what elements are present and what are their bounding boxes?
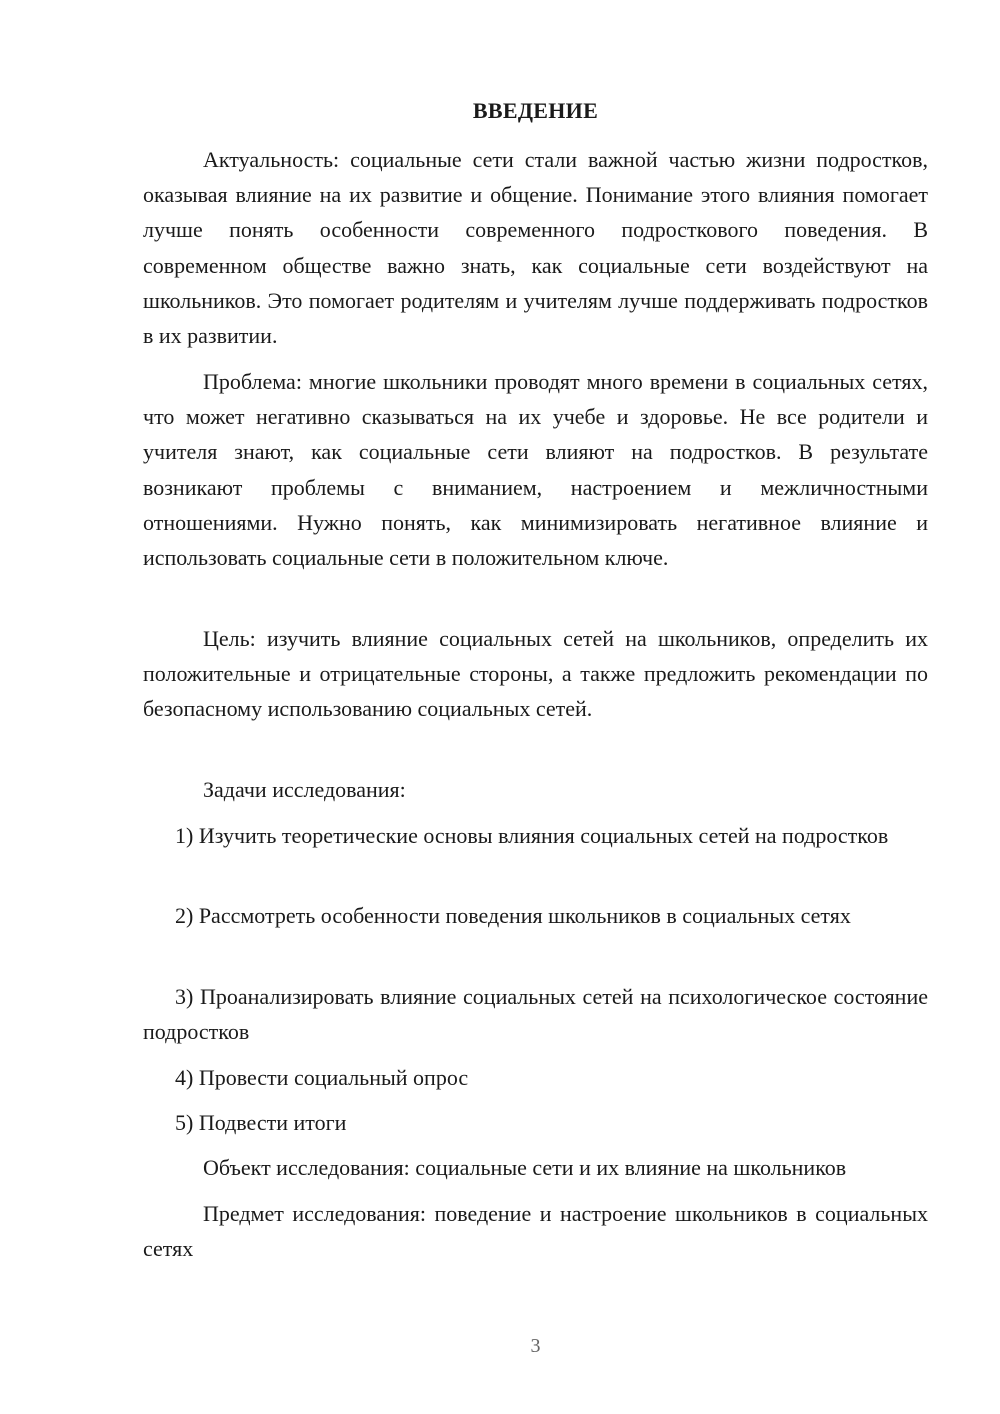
relevance-paragraph: Актуальность: социальные сети стали важной частью жизни подростков, оказывая влияние на их развитие и общение. Понимание этого влияния помогает лучше понять особенности современного подросткового поведения. В современном обществе важно знать, как социальные сети воздействуют на школьников. Это помогает родителям и учителям лучше поддерживать подростков в их развитии. — [143, 147, 928, 349]
problem-paragraph: Проблема: многие школьники проводят много времени в социальных сетях, что может негативно сказываться на их учебе и здоровье. Не все родители и учителя знают, как социальные сети влияют на подростков. В результате возникают проблемы с вниманием, настроением и межличностными отношениями. Нужно понять, как минимизировать негативное влияние и использовать социальные сети в положительном ключе. — [143, 369, 928, 571]
goal-paragraph: Цель: изучить влияние социальных сетей на школьников, определить их положительные и отрицательные стороны, а также предложить рекомендации по безопасному использованию социальных сетей. — [143, 626, 928, 722]
page-title: ВВЕДЕНИЕ — [472, 98, 599, 123]
task-item-2: 2) Рассмотреть особенности поведения школьников в социальных сетях — [175, 903, 851, 928]
task-item-4: 4) Провести социальный опрос — [175, 1065, 469, 1090]
task-item-3: 3) Проанализировать влияние социальных сетей на психологическое состояние подростков — [143, 984, 928, 1045]
page-number: 3 — [530, 1335, 541, 1357]
subject-paragraph: Предмет исследования: поведение и настроение школьников в социальных сетях — [143, 1201, 928, 1262]
tasks-title: Задачи исследования: — [203, 777, 406, 802]
task-item-1: 1) Изучить теоретические основы влияния социальных сетей на подростков — [175, 823, 889, 848]
object-paragraph: Объект исследования: социальные сети и их влияние на школьников — [203, 1155, 847, 1180]
task-item-5: 5) Подвести итоги — [175, 1110, 347, 1135]
